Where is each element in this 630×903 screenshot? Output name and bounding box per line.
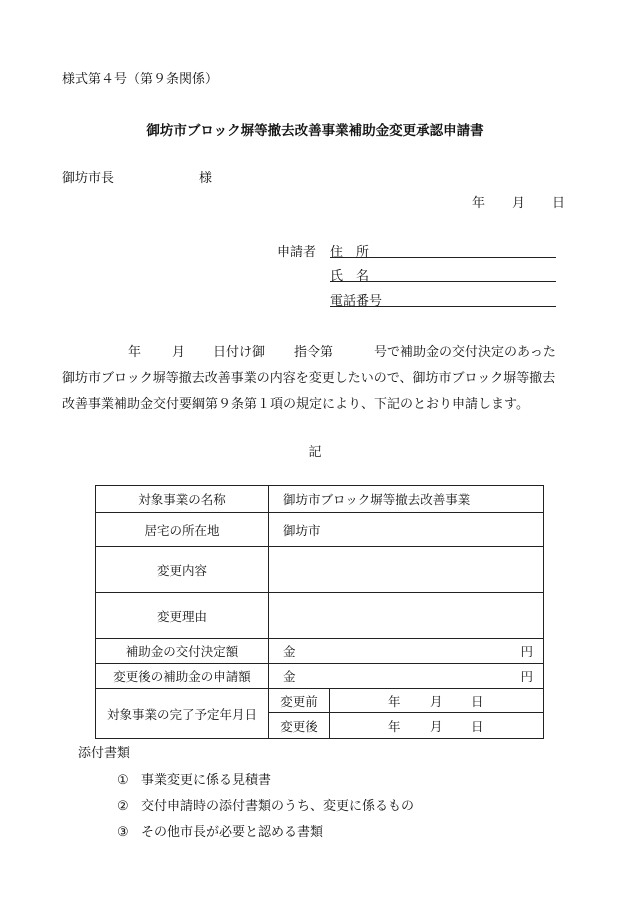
attachment-text: 交付申請時の添付書類のうち、変更に係るもの (141, 799, 415, 814)
before-year: 年 (388, 693, 401, 709)
completion-label: 対象事業の完了予定年月日 (96, 689, 269, 739)
table-row (96, 513, 544, 547)
phone-label: 電話番号 (330, 294, 383, 309)
before-date-value[interactable] (330, 689, 544, 713)
yen-unit: 円 (520, 669, 533, 684)
attachment-number: ① (117, 773, 129, 788)
table-row (96, 486, 544, 513)
addressee-name: 御坊市長 (62, 171, 115, 186)
date-year: 年 (472, 196, 486, 211)
attachment-number: ③ (117, 825, 129, 840)
grant-decision-value[interactable] (269, 639, 544, 664)
body-month: 月 (172, 345, 186, 360)
money-prefix: 金 (283, 669, 296, 684)
body-line-2 (62, 366, 567, 392)
project-name-value[interactable]: 御坊市ブロック塀等撤去改善事業 (269, 486, 544, 513)
table-row (96, 547, 544, 593)
phone-field[interactable] (330, 290, 556, 307)
address-label: 住 所 (330, 245, 370, 260)
document-title: 御坊市ブロック塀等撤去改善事業補助金変更承認申請書 (146, 123, 484, 139)
body-paragraph (62, 340, 567, 418)
table-row (96, 593, 544, 639)
address-field[interactable] (330, 241, 556, 258)
body-day: 日付け御 (213, 345, 266, 360)
grant-request-label: 変更後の補助金の申請額 (96, 664, 269, 689)
grant-request-value[interactable] (269, 664, 544, 689)
body-year: 年 (128, 345, 142, 360)
attachments-title: 添付書類 (78, 746, 131, 761)
before-month: 月 (430, 693, 443, 709)
after-label: 変更後 (269, 713, 330, 739)
after-day: 日 (471, 718, 484, 734)
application-table (95, 485, 544, 739)
attachment-text: 事業変更に係る見積書 (141, 773, 272, 788)
body-line-1 (62, 340, 567, 366)
table-row (96, 664, 544, 689)
residence-value[interactable]: 御坊市 (269, 513, 544, 547)
attachment-item (117, 821, 323, 840)
attachment-number: ② (117, 799, 129, 814)
change-reason-value[interactable] (269, 593, 544, 639)
ki-heading: 記 (308, 445, 322, 460)
body-line-3 (62, 392, 567, 418)
addressee-honorific: 様 (199, 171, 213, 186)
table-row (96, 689, 544, 713)
name-label: 氏 名 (330, 269, 370, 284)
attachment-text: その他市長が必要と認める書類 (141, 825, 324, 840)
addressee (62, 167, 213, 186)
money-prefix: 金 (283, 644, 296, 659)
after-year: 年 (388, 718, 401, 734)
residence-label: 居宅の所在地 (96, 513, 269, 547)
attachment-item (117, 795, 414, 814)
change-content-value[interactable] (269, 547, 544, 593)
body-line-3-text: 改善事業補助金交付要綱第９条第１項の規定により、下記のとおり申請します。 (62, 397, 529, 412)
before-day: 日 (471, 693, 484, 709)
body-directive: 指令第 (294, 345, 334, 360)
after-date-value[interactable] (330, 713, 544, 739)
body-rest: 号で補助金の交付決定のあった (374, 345, 556, 360)
change-content-label: 変更内容 (96, 547, 269, 593)
form-number: 様式第４号（第９条関係） (62, 72, 219, 87)
table-row (96, 639, 544, 664)
date-day: 日 (552, 196, 566, 211)
before-label: 変更前 (269, 689, 330, 713)
date-month: 月 (512, 196, 526, 211)
applicant-label: 申請者 (277, 245, 317, 260)
body-line-2-text: 御坊市ブロック塀等撤去改善事業の内容を変更したいので、御坊市ブロック塀等撤去 (62, 371, 556, 386)
after-month: 月 (430, 718, 443, 734)
yen-unit: 円 (520, 644, 533, 659)
grant-decision-label: 補助金の交付決定額 (96, 639, 269, 664)
project-name-label: 対象事業の名称 (96, 486, 269, 513)
attachment-item (117, 769, 271, 788)
name-field[interactable] (330, 265, 556, 282)
change-reason-label: 変更理由 (96, 593, 269, 639)
